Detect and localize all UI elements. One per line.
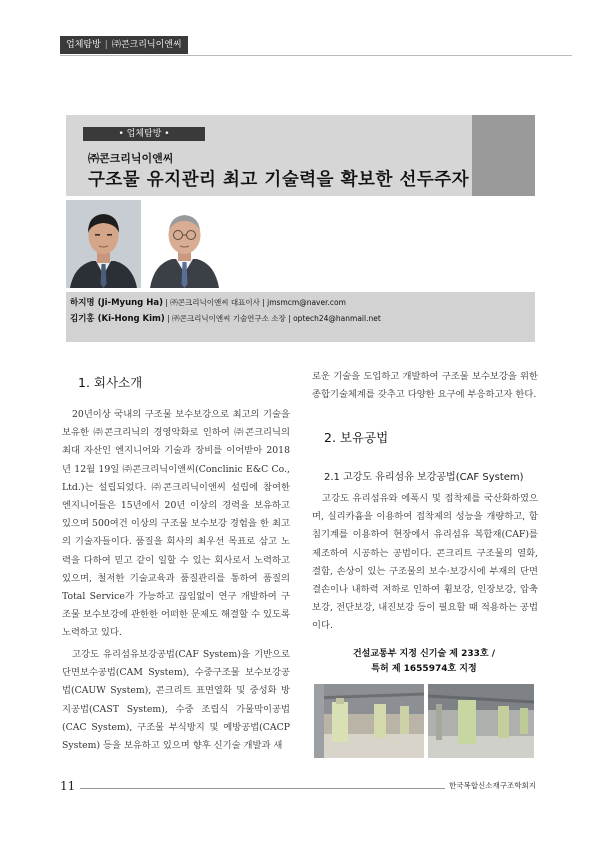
article-headline: 구조물 유지관리 최고 기술력을 확보한 선두주자 [88, 170, 470, 190]
site-photo-1 [314, 684, 424, 758]
certification-caption-line-2: 특허 제 1655974호 지정 [371, 664, 477, 674]
intro-paragraph: 20년이상 국내의 구조물 보수보강으로 최고의 기술을 보유한 ㈜콘크리닉의 경영악화로 인하여 ㈜콘크리닉의 최대 자산인 엔지니어와 기술과 장비를 이어받아 2018년 12월 19일 ㈜콘크리닉이앤씨(Conclinic E&C Co., Ltd.)는 설립되었다. ㈜콘크리닉이앤씨 설립에 참여한 엔지니어들은 15년에서 20년 이상의 경력을 보유하고 있으며 500여건 이상의 구조물 보수보강 경험을 한 최고의 기술자들이다. 품질을 회사의 최우선 목표로 삼고 노력을 다하여 믿고 같이 일할 수 있는 회사로서 노력하고 있으며, 철저한 기술교육과 품질관리를 통하여 품질의 Total Service가 가능하고 끊임없이 연구 개발하여 구조물 보수보강에 관한한 어떠한 문제도 해결할 수 있도록 노력하고 있다. [62, 409, 290, 639]
category-tag: • 업체탐방 • [83, 127, 205, 141]
certification-caption-line-1: 건설교통부 지정 신기술 제 233호 / [352, 649, 496, 659]
author-affiliation: | ㈜콘크리닉이앤씨 기술연구소 소장 [167, 314, 286, 323]
subsection-title-caf: 2.1 고강도 유리섬유 보강공법(CAF System) [324, 472, 524, 483]
site-photo-2 [428, 684, 534, 758]
caf-paragraph: 고강도 유리섬유와 에폭시 및 접착제를 국산화하였으며, 실리카흄을 이용하여 접착제의 성능을 개량하고, 함침기계를 이용하여 현장에서 유리섬유 복합재(CAF)를 제조하여 시공하는 공법이다. 콘크리트 구조물의 열화, 결함, 손상이 있는 구조물의 보수·보강시에 부재의 단면결손이나 내하력 저하로 인하여 휨보강, 인장보강, 압축보강, 전단보강, 내진보강 등이 필요할 때 적용하는 공법이다. [312, 493, 538, 632]
author-line-2 [70, 312, 381, 324]
banner-company-name: ㈜콘크리닉이앤씨 [88, 152, 174, 165]
portrait-photo-kim [147, 200, 222, 288]
running-header-section: 업체탐방 [66, 40, 101, 50]
portrait-photo-ha [66, 200, 141, 288]
running-header [60, 36, 572, 56]
methods-paragraph: 고강도 유리섬유보강공법(CAF System)을 기반으로 단면보수공법(CAM System), 수중구조물 보수보강공법(CAUW System), 콘크리트 표면열화 및 중성화 방지공법(CAST System), 수중 조립식 가물막이공법(CAC System), 구조물 부식방지 및 예방공법(CACP System) 등을 보유하고 있으며 향후 신기술 개발과 새 [62, 649, 290, 752]
author-line-1 [70, 296, 346, 308]
journal-name: 한국복합신소재구조학회지 [449, 781, 536, 790]
running-header-company: ㈜콘크리닉이앤씨 [111, 40, 182, 50]
author-email[interactable]: | jmsmcm@naver.com [262, 298, 346, 307]
section-title-company-intro: 1. 회사소개 [78, 375, 143, 390]
author-name: 하지명 (Ji-Myung Ha) [70, 298, 163, 308]
author-name: 김기홍 (Ki-Hong Kim) [70, 314, 165, 324]
intro-paragraph-continued: 로운 기술을 도입하고 개발하여 구조물 보수보강을 위한 종합기술체계를 갖추고 다양한 요구에 부응하고자 한다. [312, 371, 538, 401]
title-banner-accent [472, 115, 535, 196]
running-header-tag [60, 36, 188, 54]
author-affiliation: | ㈜콘크리닉이앤씨 대표이사 [165, 298, 260, 307]
page-number: 11 [60, 779, 76, 793]
footer-divider [80, 788, 445, 789]
section-title-methods: 2. 보유공법 [324, 430, 389, 445]
author-email[interactable]: | optech24@hanmail.net [288, 314, 381, 323]
running-header-separator: | [104, 40, 108, 50]
